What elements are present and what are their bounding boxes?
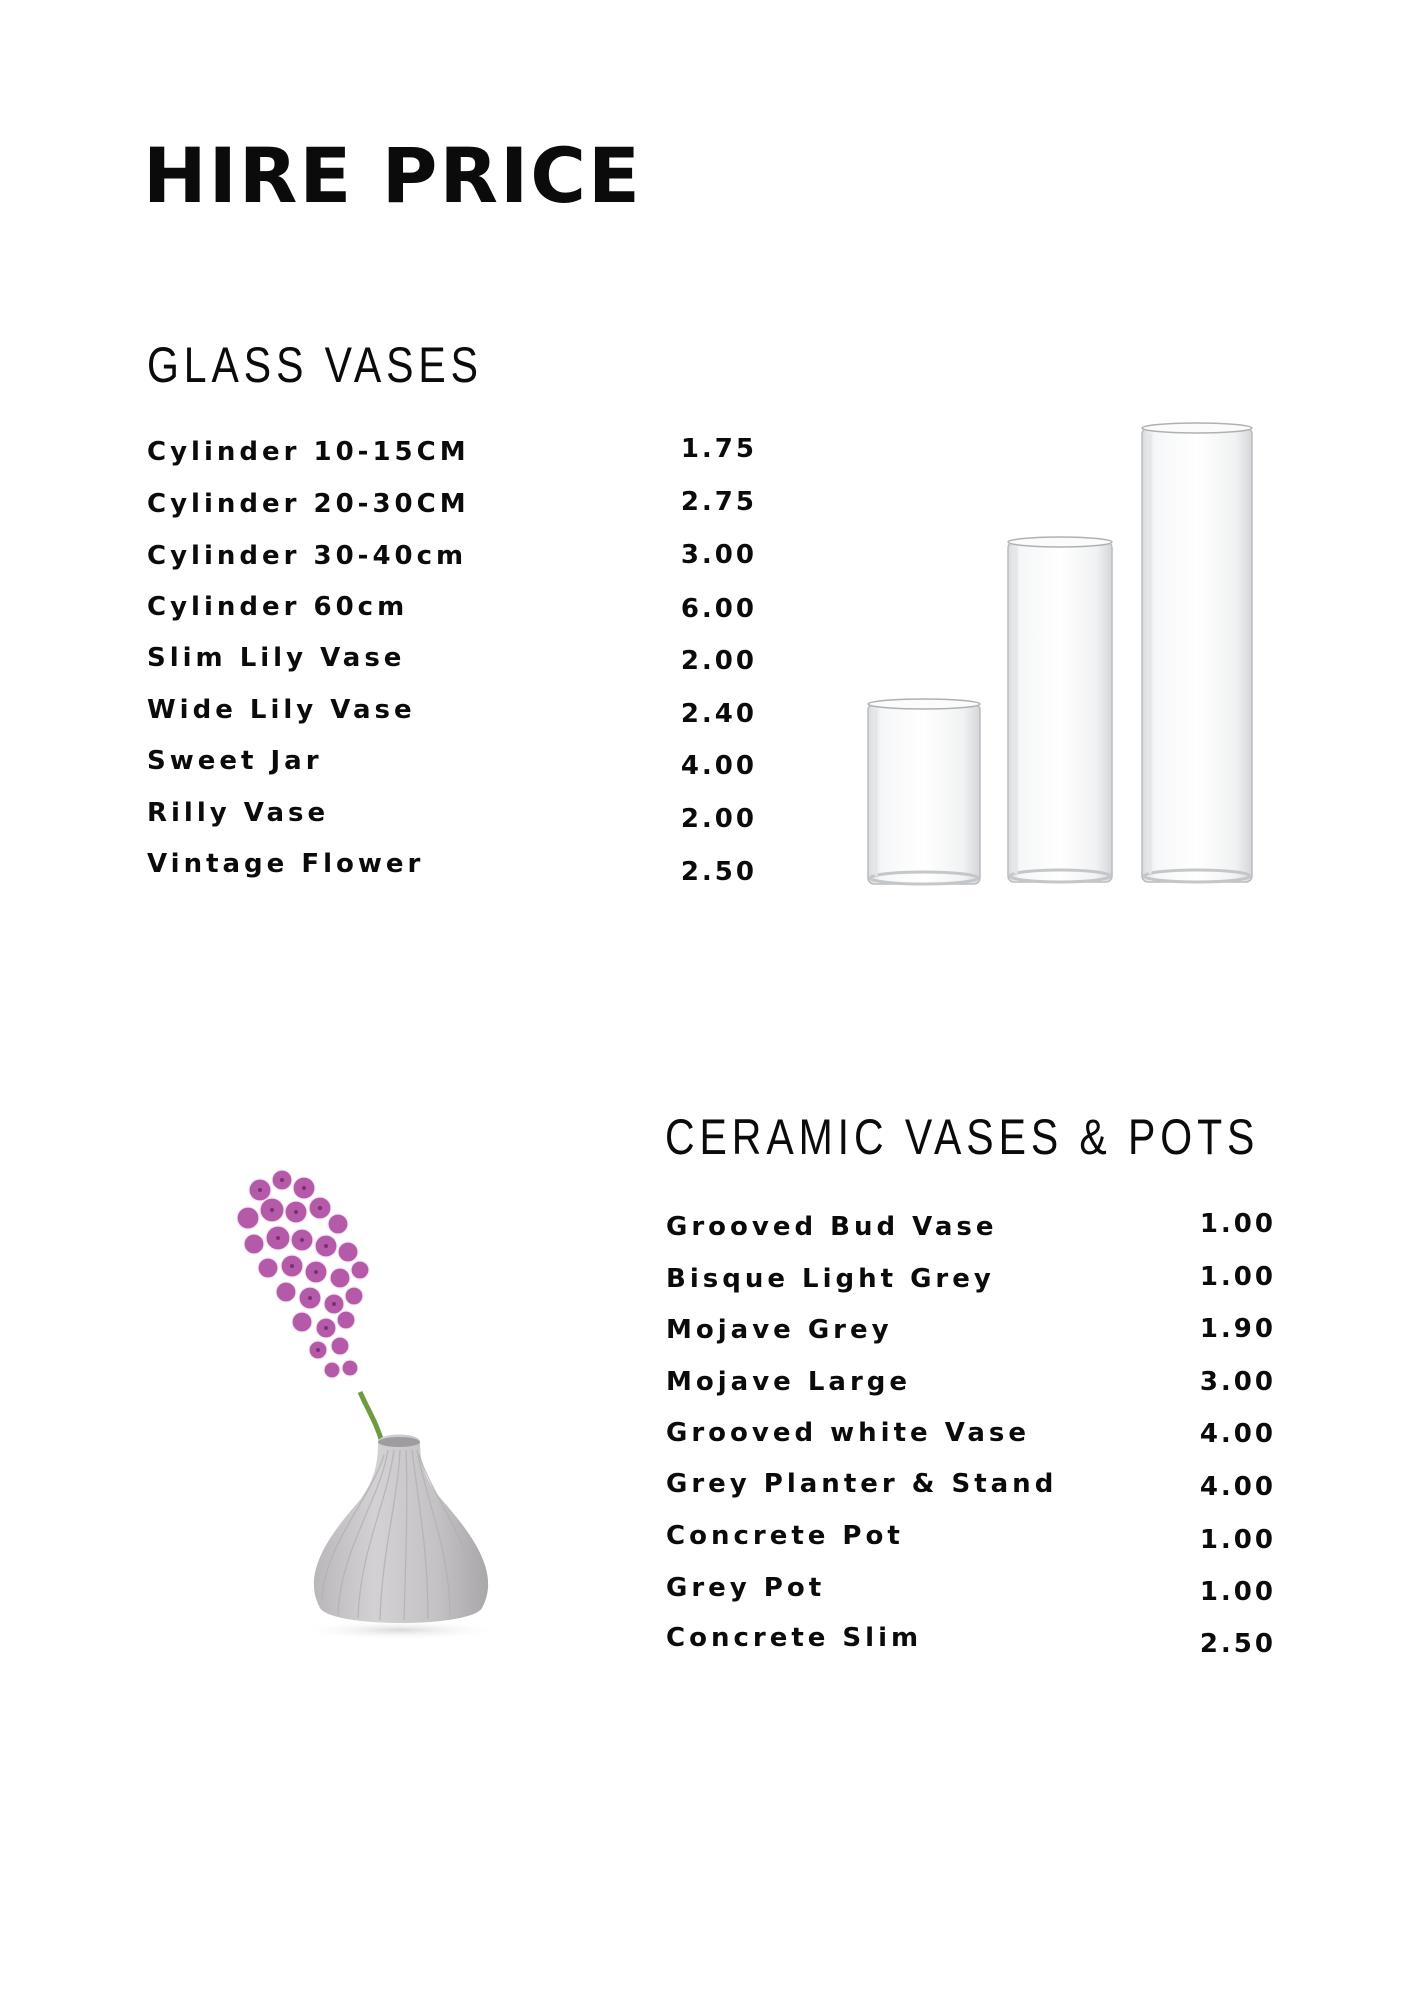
item-name: Bisque Light Grey xyxy=(666,1264,995,1294)
item-name: Cylinder 60cm xyxy=(147,592,409,622)
item-price: 2.50 xyxy=(680,857,757,887)
item-price: 1.75 xyxy=(680,434,757,464)
item-name: Mojave Grey xyxy=(666,1315,893,1345)
item-name: Grey Pot xyxy=(666,1573,826,1603)
item-price: 1.00 xyxy=(1199,1262,1276,1292)
vase-shadow xyxy=(295,1620,505,1640)
item-price: 2.40 xyxy=(680,699,757,729)
ceramic-vase-lilac-image xyxy=(220,1160,520,1640)
page-title: HIRE PRICE xyxy=(143,131,642,220)
item-name: Concrete Pot xyxy=(666,1521,904,1551)
item-price: 2.00 xyxy=(680,804,757,834)
price-row xyxy=(666,1207,1276,1247)
price-row xyxy=(147,741,757,781)
item-price: 1.00 xyxy=(1199,1577,1276,1607)
glass-vases-heading: GLASS VASES xyxy=(147,337,483,393)
ceramic-vases-heading: CERAMIC VASES & POTS xyxy=(665,1109,1260,1165)
item-price: 4.00 xyxy=(1199,1472,1276,1502)
item-name: Cylinder 30-40cm xyxy=(147,541,468,571)
item-name: Rilly Vase xyxy=(147,798,330,828)
item-name: Mojave Large xyxy=(666,1367,912,1397)
price-row xyxy=(666,1259,1276,1299)
item-name: Concrete Slim xyxy=(666,1623,923,1653)
medium-glass-cylinder xyxy=(1008,537,1112,882)
item-price: 1.90 xyxy=(1199,1314,1276,1344)
price-row xyxy=(666,1464,1276,1504)
item-name: Sweet Jar xyxy=(147,746,323,776)
item-price: 6.00 xyxy=(680,594,757,624)
price-row xyxy=(666,1516,1276,1556)
flower-stem xyxy=(360,1392,382,1442)
vase-mouth xyxy=(378,1437,420,1447)
price-row xyxy=(147,690,757,730)
item-name: Cylinder 20-30CM xyxy=(147,489,470,519)
item-name: Cylinder 10-15CM xyxy=(147,437,470,467)
item-name: Grey Planter & Stand xyxy=(666,1469,1058,1499)
item-price: 4.00 xyxy=(680,751,757,781)
price-row xyxy=(147,484,757,524)
item-price: 1.00 xyxy=(1199,1525,1276,1555)
item-price: 1.00 xyxy=(1199,1209,1276,1239)
price-row xyxy=(666,1362,1276,1402)
price-row xyxy=(147,844,757,887)
item-price: 3.00 xyxy=(1199,1367,1276,1397)
item-name: Grooved white Vase xyxy=(666,1418,1031,1448)
price-row xyxy=(147,793,757,833)
tall-glass-cylinder xyxy=(1142,423,1252,882)
price-row xyxy=(147,587,757,627)
small-glass-cylinder xyxy=(868,699,980,884)
item-name: Grooved Bud Vase xyxy=(666,1212,998,1242)
item-price: 3.00 xyxy=(680,540,757,570)
glass-cylinders-image xyxy=(850,410,1280,900)
item-name: Wide Lily Vase xyxy=(147,695,416,725)
price-row xyxy=(147,638,757,678)
price-row xyxy=(666,1618,1276,1658)
price-row xyxy=(666,1413,1276,1453)
item-name: Slim Lily Vase xyxy=(147,643,406,673)
item-price: 2.75 xyxy=(680,487,757,517)
item-price: 4.00 xyxy=(1199,1419,1276,1449)
price-row xyxy=(147,432,757,472)
item-price: 2.50 xyxy=(1199,1629,1276,1659)
lilac-flower xyxy=(237,1170,369,1378)
price-row xyxy=(147,536,757,576)
item-price: 2.00 xyxy=(680,646,757,676)
item-name: Vintage Flower xyxy=(147,849,425,879)
price-row xyxy=(666,1310,1276,1350)
price-row xyxy=(666,1568,1276,1608)
